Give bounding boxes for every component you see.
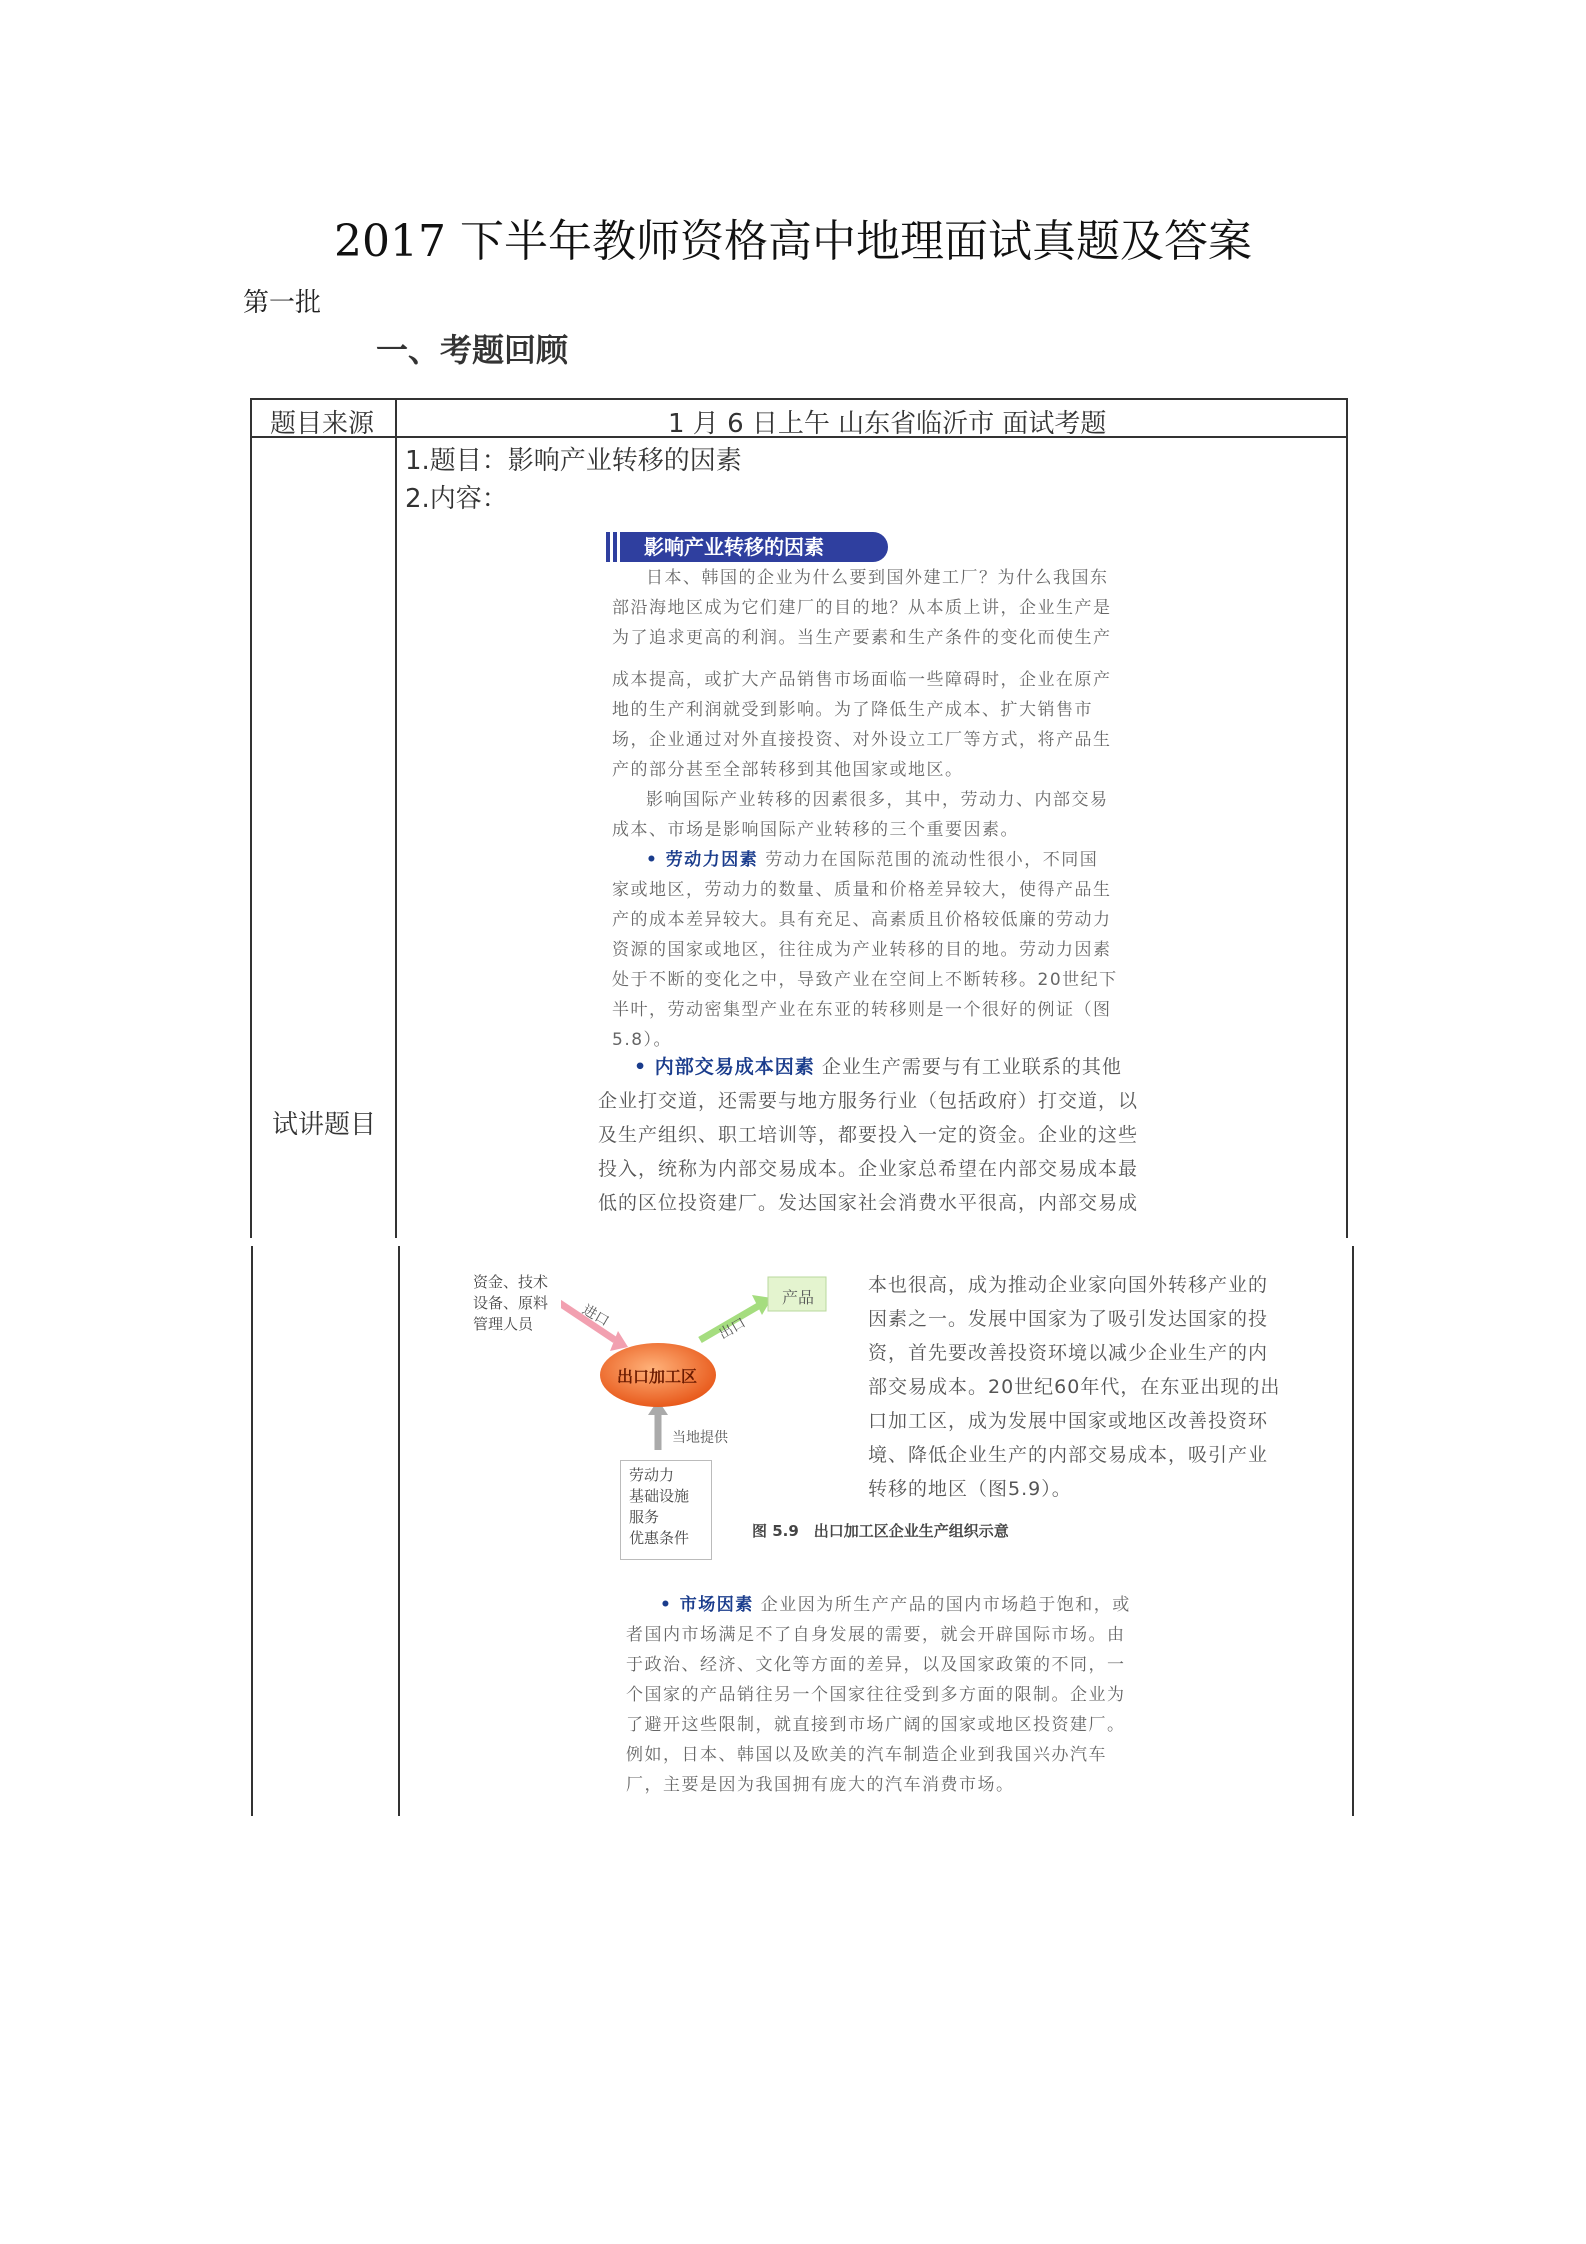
text-line: 部沿海地区成为它们建厂的目的地？从本质上讲，企业生产是 xyxy=(612,598,1112,618)
table-row-label: 试讲题目 xyxy=(272,1110,377,1140)
textbook-right-column xyxy=(868,1268,1288,1506)
input-line: 设备、原料 xyxy=(473,1294,549,1312)
text-line: 口加工区，成为发展中国家或地区改善投资环 xyxy=(868,1410,1269,1432)
text-fragment: 劳动力在国际范围的流动性很小，不同国 xyxy=(765,850,1099,870)
bullet-icon: • xyxy=(634,1056,655,1078)
text-line: 半叶，劳动密集型产业在东亚的转移则是一个很好的例证（图 xyxy=(612,1000,1112,1020)
import-label: 进口 xyxy=(579,1301,612,1330)
local-line: 基础设施 xyxy=(629,1487,690,1505)
text-line: 资，首先要改善投资环境以减少企业生产的内 xyxy=(868,1342,1269,1364)
input-line: 资金、技术 xyxy=(473,1273,549,1291)
table-col2-header: 1 月 6 日上午 山东省临沂市 面试考题 xyxy=(668,409,1107,439)
text-line: 本也很高，成为推动企业家向国外转移产业的 xyxy=(868,1274,1269,1296)
text-line: 产的部分甚至全部转移到其他国家或地区。 xyxy=(612,760,964,780)
figure-caption: 图 5.9 出口加工区企业生产组织示意 xyxy=(752,1522,1009,1540)
local-supply-label: 当地提供 xyxy=(672,1430,728,1446)
local-resources-box xyxy=(620,1460,712,1560)
text-line: 家或地区，劳动力的数量、质量和价格差异较大，使得产品生 xyxy=(612,880,1112,900)
text-line: 处于不断的变化之中，导致产业在空间上不断转移。20世纪下 xyxy=(612,970,1118,990)
text-line xyxy=(598,1050,1138,1084)
table-top-border xyxy=(250,398,1348,400)
question-title: 1.题目：影响产业转移的因素 xyxy=(405,446,742,476)
textbook-para1 xyxy=(612,563,1132,653)
question-content-label: 2.内容： xyxy=(405,484,508,514)
bullet-icon: • xyxy=(646,850,666,870)
market-heading: 市场因素 xyxy=(679,1595,754,1615)
text-line: 低的区位投资建厂。发达国家社会消费水平很高，内部交易成 xyxy=(598,1192,1139,1214)
text-line: 场，企业通过对外直接投资、对外设立工厂等方式，将产品生 xyxy=(612,730,1112,750)
banner-bar-1 xyxy=(606,532,610,562)
text-line: 者国内市场满足不了自身发展的需要，就会开辟国际市场。由 xyxy=(626,1625,1126,1645)
text-line: 资源的国家或地区，往往成为产业转移的目的地。劳动力因素 xyxy=(612,940,1112,960)
text-line: 例如，日本、韩国以及欧美的汽车制造企业到我国兴办汽车 xyxy=(626,1745,1107,1765)
table-col-divider-2 xyxy=(398,1246,400,1816)
table-left-border xyxy=(250,398,252,1238)
product-label: 产品 xyxy=(782,1288,815,1307)
text-line: 产的成本差异较大。具有充足、高素质且价格较低廉的劳动力 xyxy=(612,910,1112,930)
export-zone-label: 出口加工区 xyxy=(617,1367,698,1386)
textbook-market-paragraph xyxy=(626,1590,1146,1800)
table-left-border-2 xyxy=(251,1246,253,1816)
text-line: 为了追求更高的利润。当生产要素和生产条件的变化而使生产 xyxy=(612,628,1112,648)
banner-bar-2 xyxy=(613,532,617,562)
text-line: 投入，统称为内部交易成本。企业家总希望在内部交易成本最 xyxy=(598,1158,1139,1180)
text-line: 个国家的产品销往另一个国家往往受到多方面的限制。企业为 xyxy=(626,1685,1126,1705)
text-line: 厂，主要是因为我国拥有庞大的汽车消费市场。 xyxy=(626,1775,1015,1795)
labor-heading: 劳动力因素 xyxy=(665,850,759,870)
text-line: 企业打交道，还需要与地方服务行业（包括政府）打交道，以 xyxy=(598,1090,1139,1112)
document-title: 2017 下半年教师资格高中地理面试真题及答案 xyxy=(334,216,1252,267)
text-fragment: 企业因为所生产产品的国内市场趋于饱和，或 xyxy=(760,1595,1131,1615)
local-line: 劳动力 xyxy=(629,1466,675,1484)
text-line: 于政治、经济、文化等方面的差异，以及国家政策的不同，一 xyxy=(626,1655,1126,1675)
text-line: 5.8）。 xyxy=(612,1030,673,1050)
export-label: 出口 xyxy=(716,1314,749,1343)
text-line xyxy=(626,1590,1146,1620)
table-right-border xyxy=(1346,398,1348,1238)
text-line: 成本提高，或扩大产品销售市场面临一些障碍时，企业在原产 xyxy=(612,670,1112,690)
bullet-icon: • xyxy=(660,1595,680,1615)
text-line: 因素之一。发展中国家为了吸引发达国家的投 xyxy=(868,1308,1269,1330)
text-line: 转移的地区（图5.9）。 xyxy=(868,1478,1072,1500)
table-right-border-2 xyxy=(1352,1246,1354,1816)
local-line: 服务 xyxy=(629,1508,660,1526)
section-heading: 一、考题回顾 xyxy=(376,331,569,369)
table-col1-header: 题目来源 xyxy=(270,409,375,439)
text-line: 地的生产利润就受到影响。为了降低生产成本、扩大销售市 xyxy=(612,700,1093,720)
input-line: 管理人员 xyxy=(473,1315,534,1333)
text-line: 成本、市场是影响国际产业转移的三个重要因素。 xyxy=(612,820,1019,840)
batch-label: 第一批 xyxy=(243,288,322,318)
text-line xyxy=(612,845,1132,875)
text-line: 了避开这些限制，就直接到市场广阔的国家或地区投资建厂。 xyxy=(626,1715,1126,1735)
text-fragment: 企业生产需要与有工业联系的其他 xyxy=(821,1056,1122,1078)
table-col-divider xyxy=(395,398,397,1238)
text-line: 境、降低企业生产的内部交易成本，吸引产业 xyxy=(868,1444,1269,1466)
text-line: 部交易成本。20世纪60年代，在东亚出现的出 xyxy=(868,1376,1281,1398)
internal-heading: 内部交易成本因素 xyxy=(654,1056,815,1078)
local-line: 优惠条件 xyxy=(629,1529,690,1547)
text-line: 及生产组织、职工培训等，都要投入一定的资金。企业的这些 xyxy=(598,1124,1139,1146)
textbook-section-banner: 影响产业转移的因素 xyxy=(620,532,888,562)
inputs-box xyxy=(465,1268,561,1344)
text-line: 影响国际产业转移的因素很多，其中，劳动力、内部交易 xyxy=(646,790,1109,810)
textbook-internal-paragraph xyxy=(598,1050,1138,1220)
textbook-labor-paragraph xyxy=(612,845,1132,1055)
textbook-para3 xyxy=(612,785,1132,845)
textbook-para2 xyxy=(612,665,1132,785)
text-line: 日本、韩国的企业为什么要到国外建工厂？为什么我国东 xyxy=(646,568,1109,588)
